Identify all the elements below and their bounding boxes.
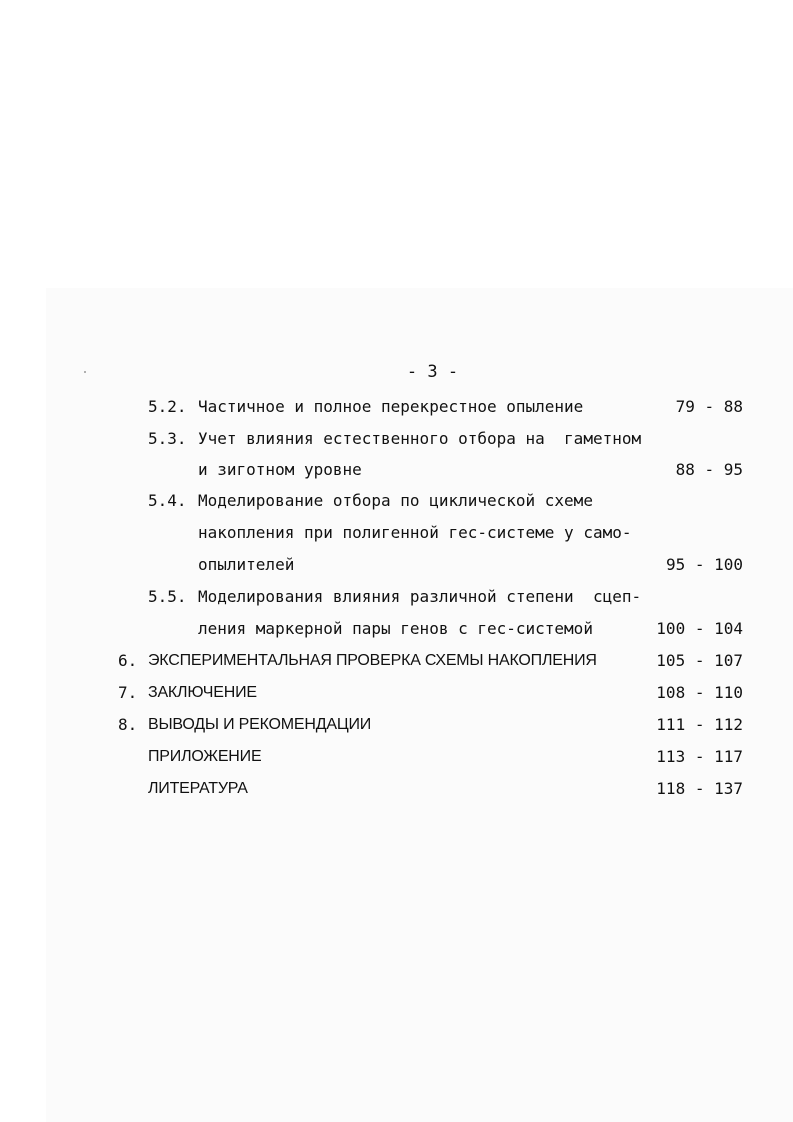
toc-entry-6-line-1: ЭКСПЕРИМЕНТАЛЬНАЯ ПРОВЕРКА СХЕМЫ НАКОПЛЕНИЯ bbox=[148, 652, 597, 669]
toc-pages-references: 118 - 137 bbox=[656, 779, 743, 798]
toc-entry-5-3-line-2: и зиготном уровне bbox=[198, 460, 362, 479]
toc-number-7: 7. bbox=[118, 683, 138, 702]
toc-pages-7: 108 - 110 bbox=[656, 683, 743, 702]
toc-number-5-4: 5.4. bbox=[148, 491, 187, 510]
toc-entry-5-2-line-1: Частичное и полное перекрестное опыление bbox=[198, 397, 584, 416]
toc-entry-references: ЛИТЕРАТУРА bbox=[148, 780, 248, 797]
toc-pages-5-2: 79 - 88 bbox=[675, 397, 743, 416]
toc-pages-5-5: 100 - 104 bbox=[656, 619, 743, 638]
toc-entry-appendix: ПРИЛОЖЕНИЕ bbox=[148, 748, 262, 765]
toc-entry-5-5-line-1: Моделирования влияния различной степени сцеп- bbox=[198, 587, 642, 606]
scan-speck bbox=[84, 371, 86, 373]
toc-number-5-5: 5.5. bbox=[148, 587, 187, 606]
toc-number-5-2: 5.2. bbox=[148, 397, 187, 416]
toc-entry-5-4-line-1: Моделирование отбора по циклической схеме bbox=[198, 491, 593, 510]
toc-entry-5-4-line-3: опылителей bbox=[198, 555, 295, 574]
page-number: - 3 - bbox=[406, 362, 459, 382]
toc-entry-5-3-line-1: Учет влияния естественного отбора на гаметном bbox=[198, 429, 642, 448]
toc-number-6: 6. bbox=[118, 651, 138, 670]
toc-pages-8: 111 - 112 bbox=[656, 715, 743, 734]
toc-pages-5-4: 95 - 100 bbox=[665, 555, 743, 574]
toc-entry-5-5-line-2: ления маркерной пары генов с гес-системой bbox=[198, 619, 593, 638]
toc-entry-8-line-1: ВЫВОДЫ И РЕКОМЕНДАЦИИ bbox=[148, 716, 372, 733]
toc-pages-5-3: 88 - 95 bbox=[675, 460, 743, 479]
toc-entry-7-line-1: ЗАКЛЮЧЕНИЕ bbox=[148, 684, 257, 701]
toc-number-5-3: 5.3. bbox=[148, 429, 187, 448]
toc-number-8: 8. bbox=[118, 715, 138, 734]
toc-entry-5-4-line-2: накопления при полигенной гес-системе у само- bbox=[198, 523, 632, 542]
toc-pages-6: 105 - 107 bbox=[656, 651, 743, 670]
toc-pages-appendix: 113 - 117 bbox=[656, 747, 743, 766]
